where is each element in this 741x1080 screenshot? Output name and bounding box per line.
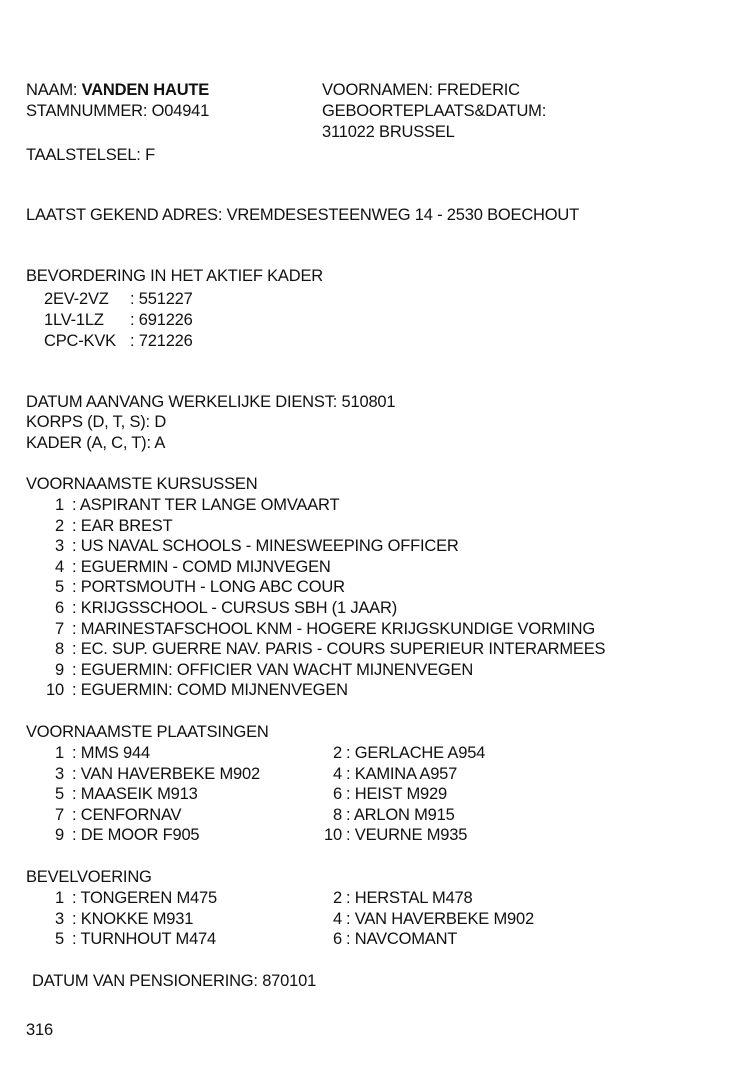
plaatsingen-right-text: : ARLON M915 (346, 805, 455, 824)
kursus-number: 3 (55, 537, 64, 556)
kursus-text: : EGUERMIN: OFFICIER VAN WACHT MIJNENVEGEN (72, 660, 474, 679)
kursus-text: : EGUERMIN - COMD MIJNVEGEN (72, 557, 331, 576)
bevelvoering-left-number: 3 (55, 909, 64, 928)
bevelvoering-left-text: : KNOKKE M931 (72, 909, 194, 928)
bevordering-rank: 1LV-1LZ (44, 311, 104, 329)
plaatsingen-left-text: : MAASEIK M913 (72, 785, 198, 804)
kursus-text: : KRIJGSSCHOOL - CURSUS SBH (1 JAAR) (72, 599, 397, 617)
kader: KADER (A, C, T): A (26, 434, 166, 452)
plaatsingen-left-number: 7 (55, 805, 64, 824)
bevelvoering-left-text: : TURNHOUT M474 (72, 930, 217, 949)
plaatsingen-right-text: : VEURNE M935 (346, 826, 468, 845)
plaatsingen-left-number: 3 (55, 764, 64, 783)
bevelvoering-title: BEVELVOERING (26, 868, 152, 886)
korps: KORPS (D, T, S): D (26, 413, 167, 431)
bevordering-title: BEVORDERING IN HET AKTIEF KADER (26, 267, 323, 285)
plaatsingen-right-text: : KAMINA A957 (346, 764, 458, 783)
bevordering-rank: 2EV-2VZ (44, 290, 109, 308)
kursus-number: 2 (55, 516, 64, 535)
geboorte-label: GEBOORTEPLAATS&DATUM: (322, 102, 547, 120)
plaatsingen-left-text: : MMS 944 (72, 744, 150, 762)
bevelvoering-left-number: 1 (55, 889, 64, 907)
stamnummer: STAMNUMMER: O04941 (26, 102, 210, 120)
bevelvoering-right-text: : VAN HAVERBEKE M902 (346, 909, 534, 928)
kursus-number: 10 (46, 681, 64, 700)
pensionering: DATUM VAN PENSIONERING: 870101 (32, 972, 317, 990)
bevordering-rank: CPC-KVK (44, 332, 116, 350)
geboorte-value: 311022 BRUSSEL (322, 123, 455, 141)
page-number: 316 (26, 1021, 53, 1039)
plaatsingen-right-text: : GERLACHE A954 (346, 744, 486, 762)
kursus-number: 4 (55, 557, 64, 576)
plaatsingen-right-number: 6 (333, 785, 342, 804)
bevelvoering-right-number: 4 (333, 909, 342, 928)
kursus-number: 1 (55, 496, 64, 514)
plaatsingen-left-text: : CENFORNAV (72, 805, 182, 824)
kursus-text: : EAR BREST (72, 516, 173, 535)
kursus-number: 7 (55, 619, 64, 638)
bevelvoering-right-number: 6 (333, 930, 342, 949)
plaatsingen-right-number: 8 (333, 805, 342, 824)
plaatsingen-left-number: 5 (55, 785, 64, 804)
plaatsingen-left-text: : DE MOOR F905 (72, 826, 200, 845)
naam-line (26, 80, 209, 100)
bevelvoering-left-number: 5 (55, 930, 64, 949)
plaatsingen-right-text: : HEIST M929 (346, 785, 447, 804)
kursus-number: 8 (55, 640, 64, 659)
plaatsingen-left-number: 9 (55, 826, 64, 845)
kursus-number: 6 (55, 599, 64, 617)
voornamen: VOORNAMEN: FREDERIC (322, 81, 520, 99)
naam-value: VANDEN HAUTE (81, 81, 210, 99)
kursus-text: : US NAVAL SCHOOLS - MINESWEEPING OFFICER (72, 537, 459, 556)
aanvang-dienst: DATUM AANVANG WERKELIJKE DIENST: 510801 (26, 393, 396, 411)
plaatsingen-right-number: 2 (333, 744, 342, 762)
kursussen-title: VOORNAAMSTE KURSUSSEN (26, 475, 258, 493)
kursus-text: : EC. SUP. GUERRE NAV. PARIS - COURS SUPERIEUR INTERARMEES (72, 640, 606, 659)
bevelvoering-left-text: : TONGEREN M475 (72, 889, 217, 907)
kursus-text: : EGUERMIN: COMD MIJNENVEGEN (72, 681, 348, 700)
bevelvoering-right-number: 2 (333, 889, 342, 907)
kursus-text: : PORTSMOUTH - LONG ABC COUR (72, 578, 345, 597)
taalstelsel: TAALSTELSEL: F (26, 146, 155, 164)
naam-label: NAAM: (26, 81, 82, 99)
plaatsingen-left-text: : VAN HAVERBEKE M902 (72, 764, 260, 783)
bevordering-date: : 721226 (130, 332, 193, 350)
bevelvoering-right-text: : NAVCOMANT (346, 930, 458, 949)
adres: LAATST GEKEND ADRES: VREMDESESTEENWEG 14 - 2530 BOECHOUT (26, 206, 580, 224)
kursus-number: 5 (55, 578, 64, 597)
bevordering-date: : 691226 (130, 311, 193, 329)
kursus-text: : MARINESTAFSCHOOL KNM - HOGERE KRIJGSKUNDIGE VORMING (72, 619, 595, 638)
bevordering-date: : 551227 (130, 290, 193, 308)
plaatsingen-left-number: 1 (55, 744, 64, 762)
plaatsingen-right-number: 4 (333, 764, 342, 783)
plaatsingen-right-number: 10 (324, 826, 342, 845)
bevelvoering-right-text: : HERSTAL M478 (346, 889, 473, 907)
plaatsingen-title: VOORNAAMSTE PLAATSINGEN (26, 723, 269, 741)
kursus-text: : ASPIRANT TER LANGE OMVAART (72, 496, 340, 514)
kursus-number: 9 (55, 660, 64, 679)
